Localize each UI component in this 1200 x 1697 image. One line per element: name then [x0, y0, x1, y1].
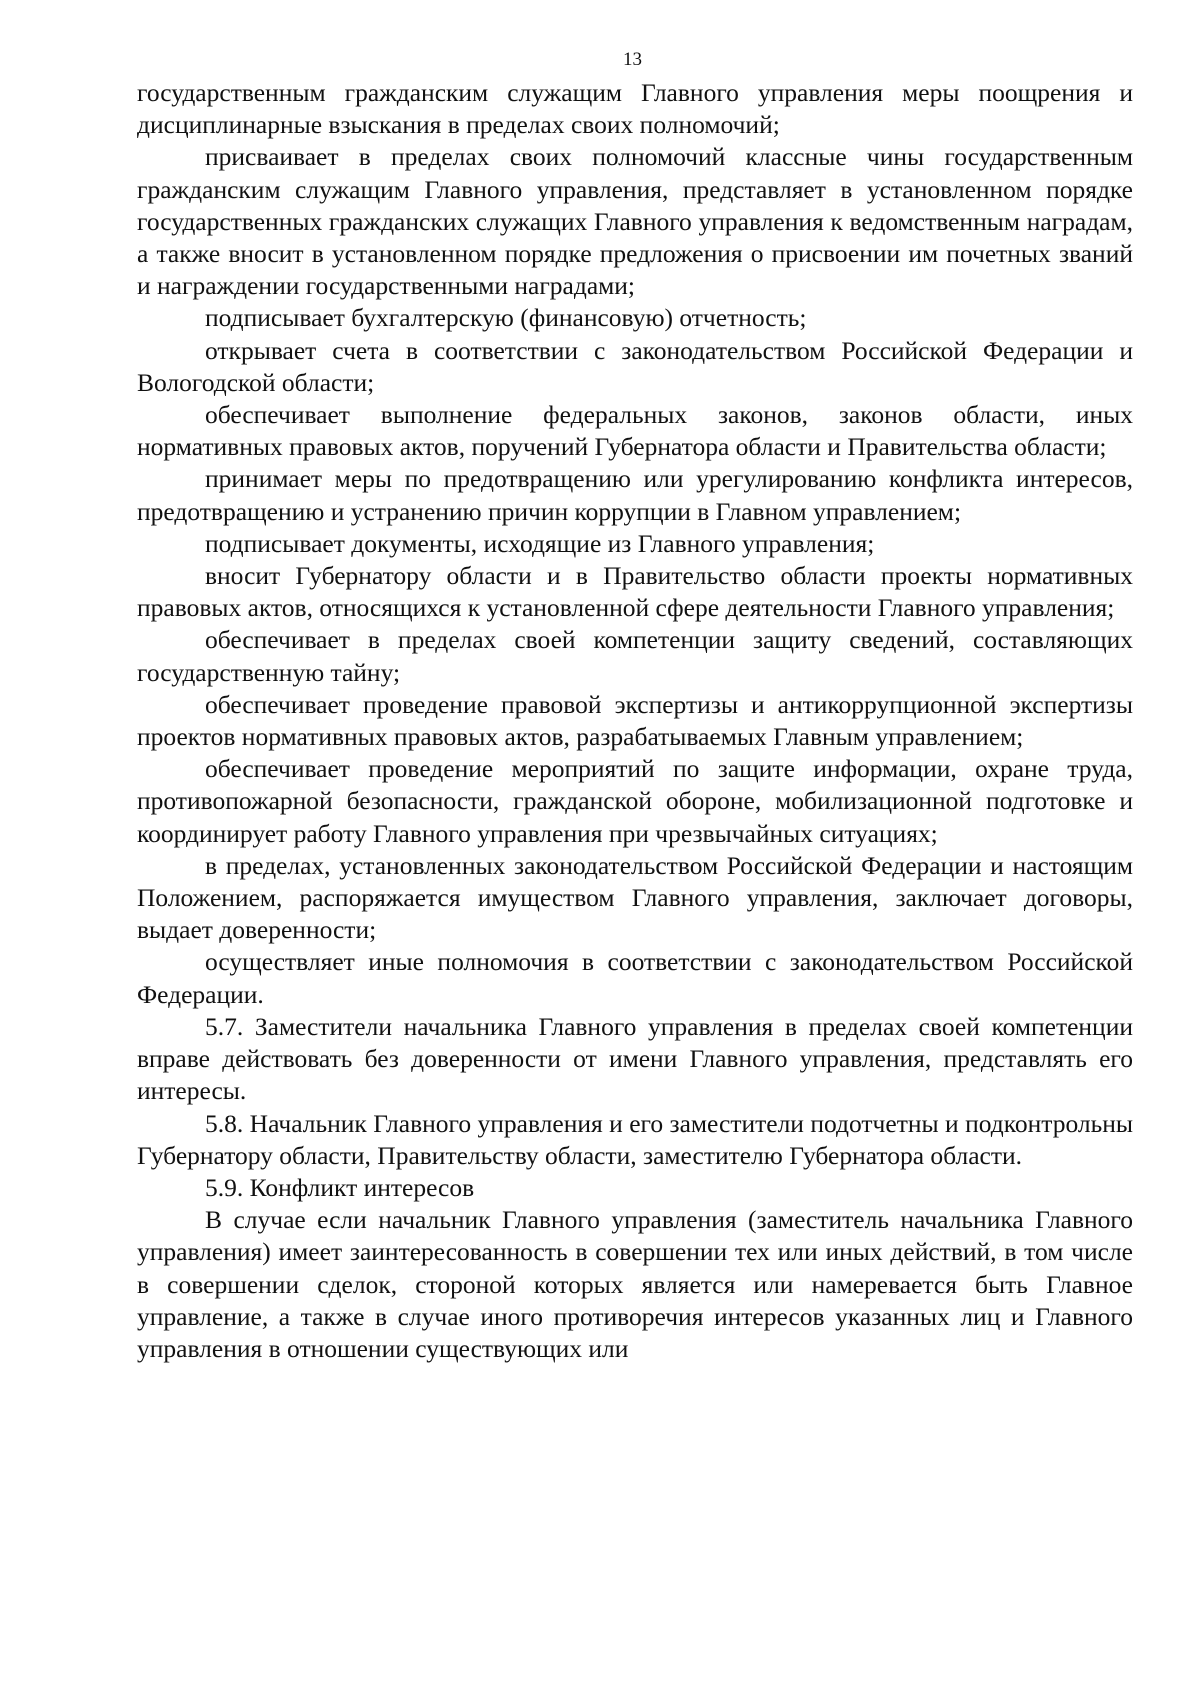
paragraph: присваивает в пределах своих полномочий классные чины государственным гражданским служащим Главного управления, представляет в установленном порядке государственных гражданских служащих Главного управления к ведомственным наградам, а также вносит в установленном порядке предложения о присвоении им почетных званий и награждении государственными наградами;	[137, 142, 1133, 301]
page-number: 13	[623, 49, 642, 70]
paragraph: подписывает бухгалтерскую (финансовую) отчетность;	[205, 303, 807, 333]
paragraph: принимает меры по предотвращению или урегулированию конфликта интересов, предотвращению и устранению причин коррупции в Главном управлением;	[137, 464, 1133, 526]
clause-5-9-heading: 5.9. Конфликт интересов	[205, 1172, 475, 1202]
paragraph: осуществляет иные полномочия в соответствии с законодательством Российской Федерации.	[137, 947, 1133, 1009]
paragraph-continuation: государственным гражданским служащим Главного управления меры поощрения и дисциплинарные взыскания в пределах своих полномочий;	[137, 78, 1133, 140]
paragraph: обеспечивает проведение правовой экспертизы и антикоррупционной экспертизы проектов нормативных правовых актов, разрабатываемых Главным управлением;	[137, 689, 1133, 752]
paragraph: обеспечивает выполнение федеральных законов, законов области, иных нормативных правовых актов, поручений Губернатора области и Правительства области;	[137, 400, 1133, 462]
paragraph: вносит Губернатору области и в Правительство области проекты нормативных правовых актов, относящихся к установленной сфере деятельности Главного управления;	[137, 561, 1133, 623]
paragraph: обеспечивает проведение мероприятий по защите информации, охране труда, противопожарной безопасности, гражданской обороне, мобилизационной подготовке и координирует работу Главного управления при чрезвычайных ситуациях;	[137, 754, 1133, 848]
paragraph: открывает счета в соответствии с законодательством Российской Федерации и Вологодской области;	[137, 335, 1133, 397]
paragraph: обеспечивает в пределах своей компетенции защиту сведений, составляющих государственную тайну;	[137, 625, 1133, 687]
document-body	[137, 77, 1133, 1365]
clause-5-8: 5.8. Начальник Главного управления и его заместители подотчетны и подконтрольны Губернатору области, Правительству области, заместителю Губернатора области.	[137, 1108, 1133, 1170]
paragraph: В случае если начальник Главного управления (заместитель начальника Главного управления) имеет заинтересованность в совершении тех или иных действий, в том числе в совершении сделок, стороной которых является или намеревается быть Главное управление, а также в случае иного противоречия интересов указанных лиц и Главного управления в отношении существующих или	[137, 1205, 1133, 1363]
paragraph: в пределах, установленных законодательством Российской Федерации и настоящим Положением, распоряжается имуществом Главного управления, заключает договоры, выдает доверенности;	[137, 850, 1133, 945]
paragraph: подписывает документы, исходящие из Главного управления;	[205, 528, 875, 558]
clause-5-7: 5.7. Заместители начальника Главного управления в пределах своей компетенции вправе действовать без доверенности от имени Главного управления, представлять его интересы.	[137, 1011, 1133, 1106]
